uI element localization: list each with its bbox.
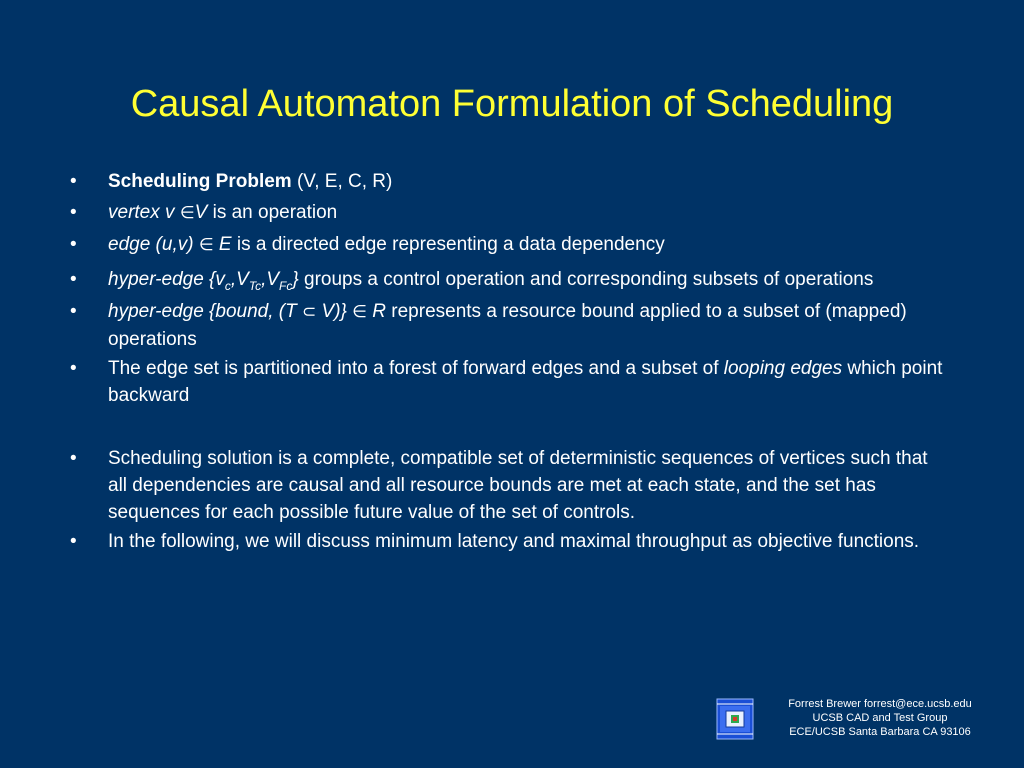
bullet-bold-term: Scheduling Problem <box>108 171 292 192</box>
hyper-edge-part: } <box>292 269 299 290</box>
bullet-text: represents a resource bound applied to a subset of (mapped) operations <box>108 301 907 350</box>
bullet-italic: R <box>372 301 386 322</box>
bullet-hyper-edge-control <box>70 263 950 296</box>
bullet-italic: hyper-edge {bound, (T <box>108 301 303 322</box>
logo-graphic <box>716 698 754 740</box>
bullet-text: (V, E, C, R) <box>291 171 393 192</box>
bullet-italic: E <box>218 234 232 255</box>
element-of-symbol: ∈ <box>352 302 367 322</box>
bullet-italic: edge (u,v) <box>108 234 199 255</box>
bullet-vertex <box>70 199 950 227</box>
ucsb-cad-logo-icon <box>716 698 754 740</box>
bullet-hyper-edge-bound <box>70 298 950 353</box>
subset-symbol: ⊂ <box>302 302 317 322</box>
bullet-text: In the following, we will discuss minimum latency and maximal throughput as objective functions. <box>108 531 920 552</box>
bullet-italic <box>108 269 299 293</box>
subscript-tc: Tc <box>248 278 262 293</box>
hyper-edge-part: ,V <box>261 269 280 290</box>
footer-address: ECE/UCSB Santa Barbara CA 93106 <box>789 726 971 738</box>
bullet-text: is a directed edge representing a data dependency <box>231 234 665 255</box>
element-of-symbol: ∈ <box>179 203 195 223</box>
subscript-fc: Fc <box>279 278 293 293</box>
footer-group: UCSB CAD and Test Group <box>812 712 948 724</box>
bullet-italic: vertex v <box>108 202 180 223</box>
bullet-text: Scheduling solution is a complete, compatible set of deterministic sequences of vertices such that all dependencies are causal and all resource bounds are met at each state, and the set has sequences for each possible future value of the set of controls. <box>108 448 928 523</box>
hyper-edge-part: hyper-edge {v <box>108 269 225 290</box>
bullet-scheduling-solution <box>70 445 950 526</box>
hyper-edge-part: ,V <box>230 269 249 290</box>
bullet-italic: V <box>194 202 208 223</box>
bullet-text: is an operation <box>207 202 338 223</box>
bullet-italic: V)} <box>316 301 353 322</box>
bullet-text: The edge set is partitioned into a forest of forward edges and a subset of <box>108 358 724 379</box>
footer-author: Forrest Brewer forrest@ece.ucsb.edu <box>788 698 972 710</box>
footer-credits <box>760 697 1000 739</box>
bullet-edge <box>70 231 950 259</box>
bullet-list <box>70 168 950 555</box>
element-of-symbol: ∈ <box>198 235 214 255</box>
bullet-edge-partition <box>70 355 950 409</box>
bullet-text: groups a control operation and corresponding subsets of operations <box>298 269 874 290</box>
bullet-italic: looping edges <box>723 358 843 379</box>
slide-title: Causal Automaton Formulation of Scheduling <box>130 83 894 125</box>
bullet-objective-functions <box>70 528 950 555</box>
bullet-scheduling-problem <box>70 168 950 195</box>
subscript-c: c <box>224 278 231 293</box>
bullet-text: which point backward <box>108 358 943 406</box>
